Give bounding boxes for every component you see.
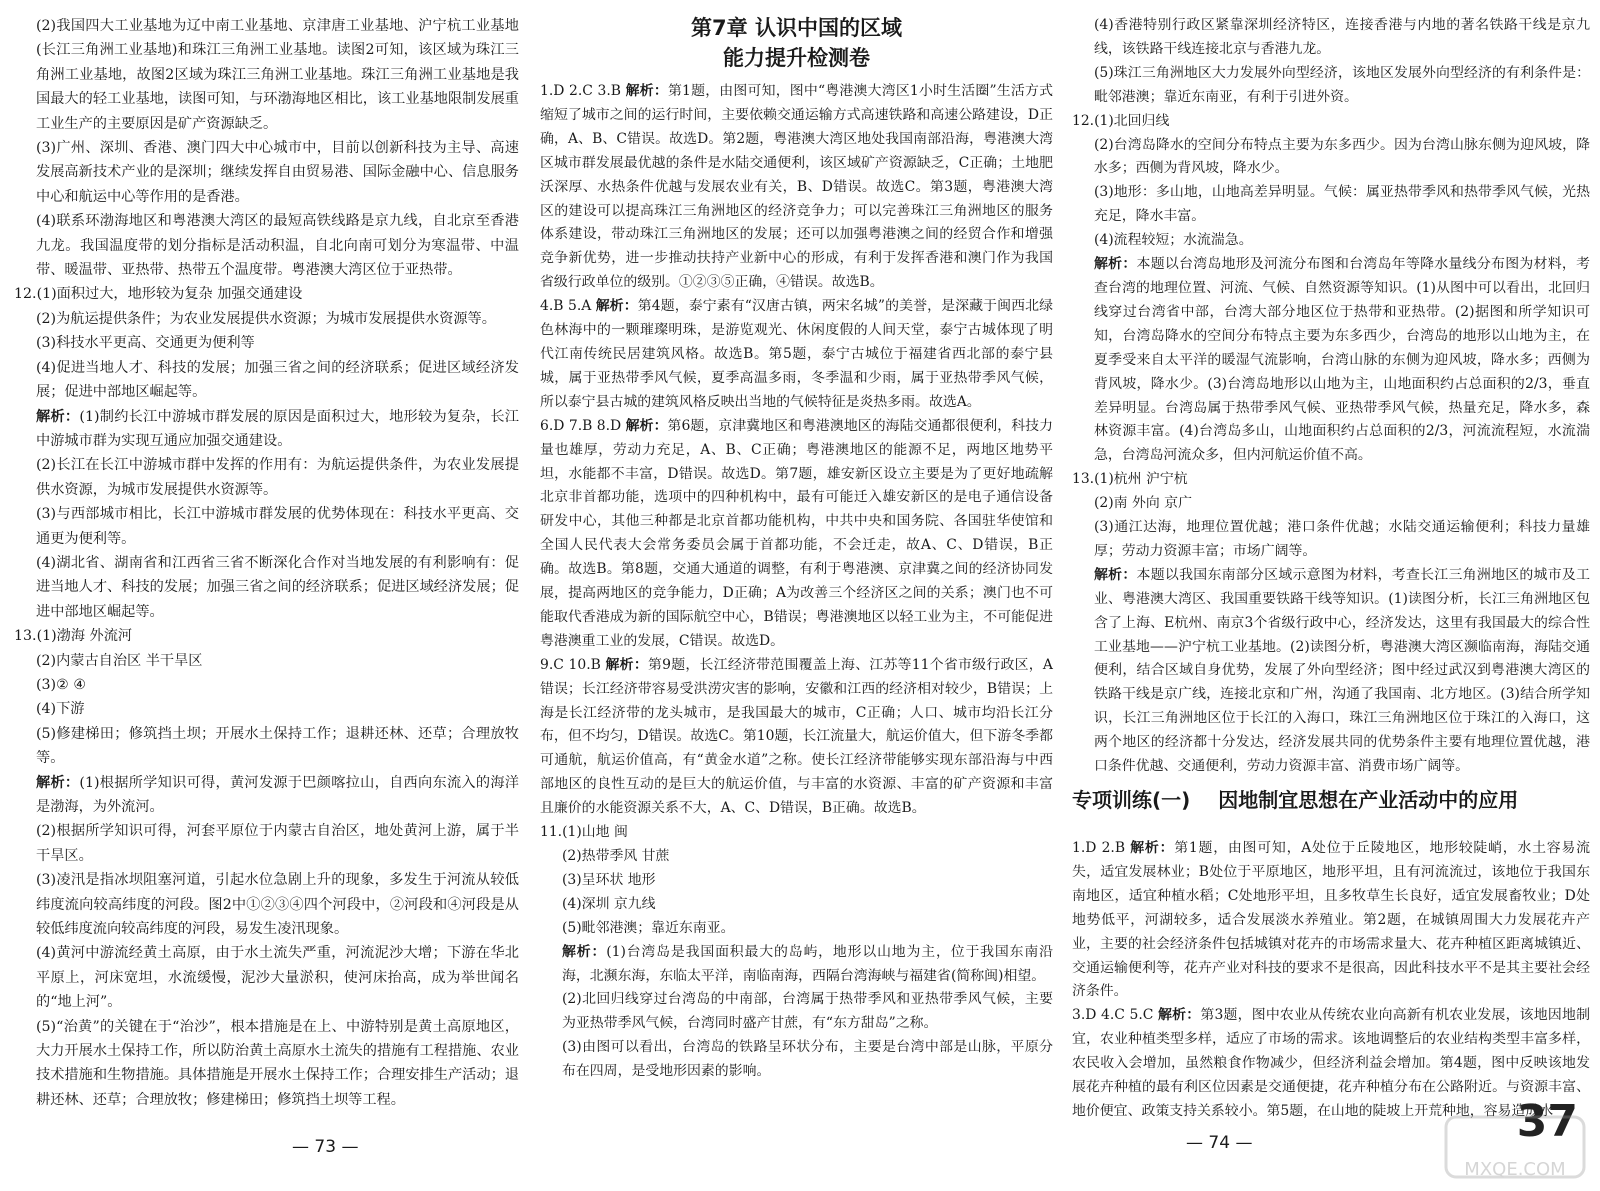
paragraph: 解析：(1)根据所学知识可得，黄河发源于巴颜喀拉山，自西向东流入的海洋是渤海，为外流河。 [36,774,519,815]
left-column [14,14,519,1112]
watermark-number: 37 [1516,1096,1578,1147]
paragraph: (3)与西部城市相比，长江中游城市群发展的优势体现在：科技水平更高、交通更为便利等。 [36,506,519,547]
paragraph: (2)长江在长江中游城市群中发挥的作用有：为航运提供条件，为农业发展提供水资源，为城市发展提供水资源等。 [36,457,519,498]
special-training-topic: 因地制宜思想在产业活动中的应用 [1218,788,1519,812]
paragraph: 解析：本题以台湾岛地形及河流分布图和台湾岛年等降水量线分布图为材料，考查台湾的地理位置、河流、气候、自然资源等知识。(1)从图中可以看出，北回归线穿过台湾省中部，台湾大部分地区位于热带和亚热带。(2)据图和所学知识可知，台湾岛降水的空间分布特点主要为东多西少，台湾岛的地形以山地为主，在夏季受来自太平洋的暖湿气流影响，台湾山脉的东侧为迎风坡，降水多；西侧为背风坡，降水少。(3)台湾岛地形以山地为主，山地面积约占总面积的2/3，垂直差异明显。台湾岛属于热带季风气候、亚热带季风气候，热量充足，降水多，森林资源丰富。(4)台湾岛多山，山地面积约占总面积的2/3，河流流程短，水流湍急，台湾岛河流众多，但内河航运价值不高。 [1094,256,1590,464]
paragraph: (2)热带季风 甘蔗 [562,848,670,864]
paragraph: 1.D 2.B 解析：第1题，由图可知，A处位于丘陵地区，地形较陡峭，水土容易流失，适宜发展林业；B处位于平原地区，地形平坦，且有河流流过，该地位于我国东南地区，适宜种植水稻；C处地形平坦，且多牧草生长良好，适宜发展畜牧业；D处地势低平，河湖较多，适合发展淡水养殖业。第2题，在城镇周围大力发展花卉产业，主要的社会经济条件包括城镇对花卉的市场需求量大、花卉种植区距离城镇近、交通运输便利等，花卉产业对科技的要求不是很高，因此科技水平不是其主要社会经济条件。 [1072,840,1590,1000]
right-column-top [1072,14,1590,779]
paragraph: 13.(1)杭州 沪宁杭 [1072,471,1188,488]
analysis-label: 解析： [1094,256,1137,273]
analysis-label: 解析： [625,83,668,99]
paragraph: (4)湖北省、湖南省和江西省三省不断深化合作对当地发展的有利影响有：促进当地人才、科技的发展；加强三省之间的经济联系；促进区域经济发展；促进中部地区崛起等。 [36,554,519,620]
paragraph: 12.(1)北回归线 [1072,112,1170,129]
paragraph: (3)② ④ [36,676,87,693]
paragraph: 13.(1)渤海 外流河 [14,628,133,645]
analysis-label: 解析： [1094,566,1137,583]
right-column-bottom [1072,837,1590,1124]
paragraph: 3.D 4.C 5.C 解析：第3题，图中农业从传统农业向高新有机农业发展，该地因地制宜，农业种植类型多样，适应了市场的需求。该地调整后的农业结构类型丰富多样，农民收入会增加，虽然粮食作物减少，但经济利益会增加。第4题，图中反映该地发展花卉种植的最有利区位因素是交通便捷，花卉种植分布在公路附近。与资源丰富、地价便宜、政策支持关系较小。第5题，在山地的陡坡上开荒种地，容易造成水 [1072,1007,1590,1119]
paragraph: (2)南 外向 京广 [1094,495,1192,512]
paragraph: (5)珠江三角洲地区大力发展外向型经济，该地区发展外向型经济的有利条件是：毗邻港澳；靠近东南亚，有利于引进外资。 [1094,64,1590,105]
analysis-label: 解析： [595,298,638,315]
analysis-label: 解析： [36,774,80,791]
analysis-label: 解析： [1158,1007,1201,1024]
paragraph: (2)内蒙古自治区 半干旱区 [36,652,203,669]
paragraph: 4.B 5.A 解析：第4题，泰宁素有“汉唐古镇，两宋名城”的美誉，是深藏于闽西北绿色林海中的一颗璀璨明珠，是游览观光、休闲度假的人间天堂，泰宁古城体现了明代江南传统民居建筑风格。故选B。第5题，泰宁古城位于福建省西北部的泰宁县城，属于亚热带季风气候，夏季高温多雨，冬季温和少雨，属于亚热带季风气候，所以泰宁县古城的建筑风格反映出当地的气候特征是炎热多雨。故选A。 [540,298,1053,410]
paragraph: 解析：(1)台湾岛是我国面积最大的岛屿，地形以山地为主，位于我国东南沿海，北濒东海，东临太平洋，南临南海，西隔台湾海峡与福建省(简称闽)相望。 [562,943,1053,984]
paragraph: (2)我国四大工业基地为辽中南工业基地、京津唐工业基地、沪宁杭工业基地(长江三角洲工业基地)和珠江三角洲工业基地。读图2可知，该区域为珠江三角洲工业基地，故图2区域为珠江三角洲工业基地。珠江三角洲工业基地是我国最大的轻工业基地，读图可知，与环渤海地区相比，该工业基地限制发展重工业生产的主要原因是矿产资源缺乏。 [36,18,519,132]
paragraph: 解析：本题以我国东南部分区域示意图为材料，考查长江三角洲地区的城市及工业、粤港澳大湾区、我国重要铁路干线等知识。(1)读图分析，长江三角洲地区包含了上海、E杭州、南京3个省级行政中心，经济发达，这里有我国最大的综合性工业基地——沪宁杭工业基地。(2)读图分析，粤港澳大湾区濒临南海，海陆交通便利，结合区域自身优势，发展了外向型经济；图中经过武汉到粤港澳大湾区的铁路干线是京广线，连接北京和广州，沟通了我国南、北方地区。(3)结合所学知识，长江三角洲地区位于长江的入海口，珠江三角洲地区位于珠江的入海口，这两个地区的经济都十分发达，经济发展共同的优势条件主要有地理位置优越，港口条件优越、交通便利，劳动力资源丰富、消费市场广阔等。 [1094,566,1590,775]
special-training-title [1072,785,1590,815]
chapter-title: 第7章 认识中国的区域 [691,16,902,40]
paragraph: 6.D 7.B 8.D 解析：第6题，京津冀地区和粤港澳地区的海陆交通都很便利，科技力量也雄厚，劳动力充足，A、B、C正确；粤港澳地区的能源不足，两地区地势平坦，水能都不丰富，D错误。故选D。第7题，雄安新区设立主要是为了更好地疏解北京非首都功能，选项中的四种机构中，最有可能迁入雄安新区的是电子通信设备研发中心，其他三种都是北京首都功能机构，中共中央和国务院、各国驻华使馆和全国人民代表大会常务委员会属于首都功能，不会迁走，故A、C、D错误，B正确。故选B。第8题，交通大通道的调整，有利于粤港澳、京津冀之间的经济协同发展，提高两地区的竞争能力，D正确；A为改善三个经济区之间的关系；澳门也不可能取代香港成为新的国际航空中心，B错误；粤港澳地区以轻工业为主，不可能促进粤港澳重工业的发展，C错误。故选D。 [540,417,1053,649]
paragraph: (4)黄河中游流经黄土高原，由于水土流失严重，河流泥沙大增；下游在华北平原上，河床宽坦，水流缓慢，泥沙大量淤积，使河床抬高，成为举世闻名的“地上河”。 [36,945,519,1011]
page-number-right: — 74 — [1186,1133,1253,1153]
paragraph: (2)根据所学知识可得，河套平原位于内蒙古自治区，地处黄河上游，属于半干旱区。 [36,823,519,864]
paragraph: (4)深圳 京九线 [562,895,656,912]
paragraph: (4)联系环渤海地区和粤港澳大湾区的最短高铁线路是京九线，自北京至香港九龙。我国温度带的划分指标是活动积温，自北向南可划分为寒温带、中温带、暖温带、亚热带、热带五个温度带。粤港澳大湾区位于亚热带。 [36,213,519,279]
paragraph: (5)毗邻港澳；靠近东南亚。 [562,919,735,936]
paragraph: (3)科技水平更高、交通更为便利等 [36,335,255,352]
paragraph: (5)“治黄”的关键在于“治沙”，根本措施是在上、中游特别是黄土高原地区，大力开展水土保持工作，所以防治黄土高原水土流失的措施有工程措施、农业技术措施和生物措施。具体措施是开展水土保持工作；合理安排生产活动；退耕还林、还草；合理放牧；修建梯田；修筑挡土坝等工程。 [36,1018,519,1108]
analysis-label: 解析： [625,417,668,434]
paragraph: (2)北回归线穿过台湾岛的中南部，台湾属于热带季风和亚热带季风气候，主要为亚热带季风气候，台湾同时盛产甘蔗，有“东方甜岛”之称。 [562,991,1053,1032]
paragraph: 解析：(1)制约长江中游城市群发展的原因是面积过大，地形较为复杂，长江中游城市群为实现互通应加强交通建设。 [36,408,519,449]
right-column [1072,14,1590,1124]
paragraph: (2)为航运提供条件；为农业发展提供水资源；为城市发展提供水资源等。 [36,310,496,327]
paragraph: 11.(1)山地 闽 [540,824,628,841]
paragraph: (5)修建梯田；修筑挡土坝；开展水土保持工作；退耕还林、还草；合理放牧等。 [36,725,519,767]
middle-column [540,14,1053,1084]
paragraph: (2)台湾岛降水的空间分布特点主要为东多西少。因为台湾山脉东侧为迎风坡，降水多；西侧为背风坡，降水少。 [1094,136,1590,177]
analysis-label: 解析： [562,943,607,960]
page-number-left: — 73 — [292,1137,359,1157]
paragraph: 9.C 10.B 解析：第9题，长江经济带范围覆盖上海、江苏等11个省市级行政区，A错误；长江经济带容易受洪涝灾害的影响，安徽和江西的经济相对较少，B错误；上海是长江经济带的龙头城市，是我国最大的城市，C正确；人口、城市均沿长江分布，但不均匀，D错误。故选C。第10题，长江流量大，航运价值大，但下游冬季都可通航，航运价值高，有“黄金水道”之称。使长江经济带能够实现东部沿海与中西部地区的良性互动的是巨大的航运价值，与丰富的水资源、丰富的矿产资源和丰富且廉价的水能资源关系不大，A、C、D错误，B正确。故选B。 [540,656,1053,817]
paragraph: (4)下游 [36,701,85,718]
chapter-subtitle: 能力提升检测卷 [723,46,870,70]
svg-text:MXQE.COM: MXQE.COM [1464,1159,1566,1180]
middle-column-body [540,80,1053,1084]
paragraph: (4)促进当地人才、科技的发展；加强三省之间的经济联系；促进区域经济发展；促进中部地区崛起等。 [36,359,519,401]
paragraph: (3)呈环状 地形 [562,871,656,888]
paragraph: (4)香港特别行政区紧靠深圳经济特区，连接香港与内地的著名铁路干线是京九线，该铁路干线连接北京与香港九龙。 [1094,17,1590,57]
paragraph: (3)由图可以看出，台湾岛的铁路呈环状分布，主要是台湾中部是山脉，平原分布在四周，是受地形因素的影响。 [562,1039,1053,1080]
paragraph: (3)广州、深圳、香港、澳门四大中心城市中，目前以创新科技为主导、高速发展高新技术产业的是深圳；继续发挥自由贸易港、国际金融中心、信息服务中心和航运中心等作用的是香港。 [36,140,519,205]
paragraph: 1.D 2.C 3.B 解析：第1题，由图可知，图中“粤港澳大湾区1小时生活圈”生活方式缩短了城市之间的运行时间，主要依赖交通运输方式高速铁路和高速公路建设，D正确，A、B、C错误。故选D。第2题，粤港澳大湾区地处我国南部沿海，粤港澳大湾区城市群发展最优越的条件是水陆交通便利，该区域矿产资源缺乏，C正确；土地肥沃深厚、水热条件优越与发展农业有关，B、D错误。故选C。第3题，粤港澳大湾区的建设可以提高珠江三角洲地区的经济竞争力；可以完善珠江三角洲地区的服务体系建设，带动珠江三角洲地区的发展；还可以加强粤港澳之间的经贸合作和增强竞争新优势，进一步推动扶持产业新中心的形成，有利于发挥香港和澳门作为我国省级行政单位的级别。①②③⑤正确，④错误。故选B。 [540,83,1053,291]
paragraph: 12.(1)面积过大，地形较为复杂 加强交通建设 [14,286,303,303]
analysis-label: 解析： [36,408,80,425]
paragraph: (3)通江达海，地理位置优越；港口条件优越；水陆交通运输便利；科技力量雄厚；劳动力资源丰富；市场广阔等。 [1094,519,1590,559]
watermark-logo-icon [1440,1107,1590,1187]
paragraph: (4)流程较短；水流湍急。 [1094,232,1253,249]
paragraph: (3)凌汛是指冰坝阻塞河道，引起水位急剧上升的现象，多发生于河流从较低纬度流向较高纬度的河段。图2中①②③④四个河段中，②河段和④河段是从较低纬度流向较高纬度的河段，易发生凌汛现象。 [36,872,519,938]
paragraph: (3)地形：多山地，山地高差异明显。气候：属亚热带季风和热带季风气候，光热充足，降水丰富。 [1094,184,1590,225]
analysis-label: 解析： [605,656,648,673]
analysis-label: 解析： [1130,840,1175,856]
special-training-number: 专项训练(一) [1072,788,1191,812]
